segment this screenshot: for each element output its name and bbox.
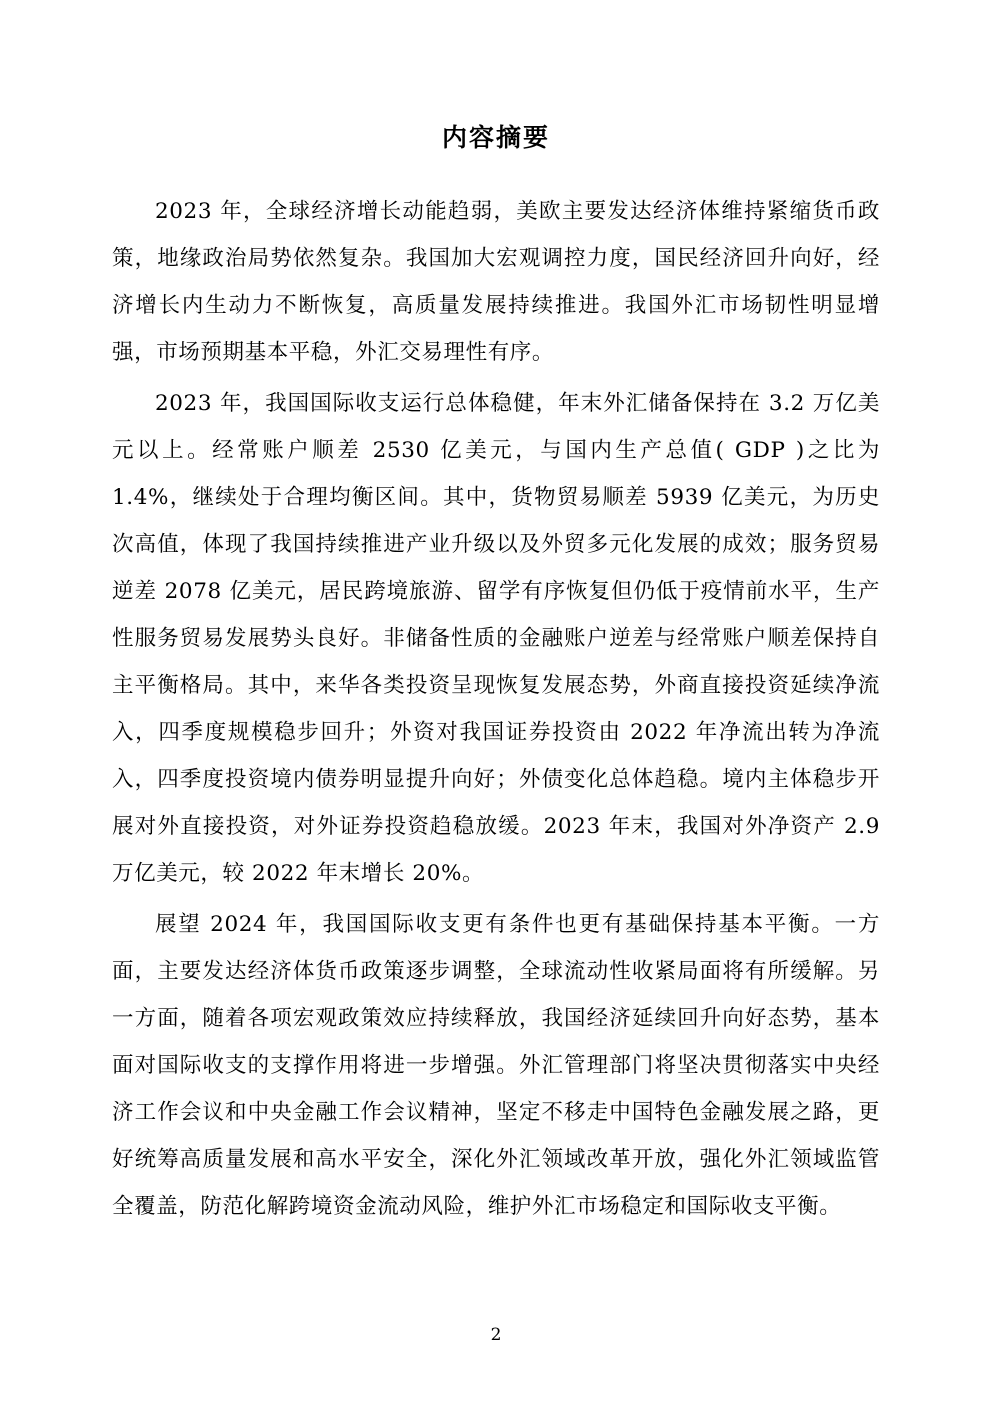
page-number: 2 [490, 1325, 502, 1345]
page-title: 内容摘要 [441, 123, 550, 152]
paragraph-3: 展望 2024 年，我国国际收支更有条件也更有基础保持基本平衡。一方面，主要发达经济体货币政策逐步调整，全球流动性收紧局面将有所缓解。另一方面，随着各项宏观政策效应持续释放，我国经济延续回升向好态势，基本面对国际收支的支撑作用将进一步增强。外汇管理部门将坚决贯彻落实中央经济工作会议和中央金融工作会议精神，坚定不移走中国特色金融发展之路，更好统筹高质量发展和高水平安全，深化外汇领域改革开放，强化外汇领域监管全覆盖，防范化解跨境资金流动风险，维护外汇市场稳定和国际收支平衡。 [112, 912, 880, 1219]
document-body [112, 188, 880, 1230]
paragraph-1: 2023 年，全球经济增长动能趋弱，美欧主要发达经济体维持紧缩货币政策，地缘政治局势依然复杂。我国加大宏观调控力度，国民经济回升向好，经济增长内生动力不断恢复，高质量发展持续推进。我国外汇市场韧性明显增强，市场预期基本平稳，外汇交易理性有序。 [112, 199, 880, 365]
paragraph-2: 2023 年，我国国际收支运行总体稳健，年末外汇储备保持在 3.2 万亿美元以上。经常账户顺差 2530 亿美元，与国内生产总值( GDP )之比为 1.4%，继续处于合理均衡区间。其中，货物贸易顺差 5939 亿美元，为历史次高值，体现了我国持续推进产业升级以及外贸多元化发展的成效；服务贸易逆差 2078 亿美元，居民跨境旅游、留学有序恢复但仍低于疫情前水平，生产性服务贸易发展势头良好。非储备性质的金融账户逆差与经常账户顺差保持自主平衡格局。其中，来华各类投资呈现恢复发展态势，外商直接投资延续净流入，四季度规模稳步回升；外资对我国证券投资由 2022 年净流出转为净流入，四季度投资境内债券明显提升向好；外债变化总体趋稳。境内主体稳步开展对外直接投资，对外证券投资趋稳放缓。2023 年末，我国对外净资产 2.9 万亿美元，较 2022 年末增长 20%。 [112, 391, 880, 886]
